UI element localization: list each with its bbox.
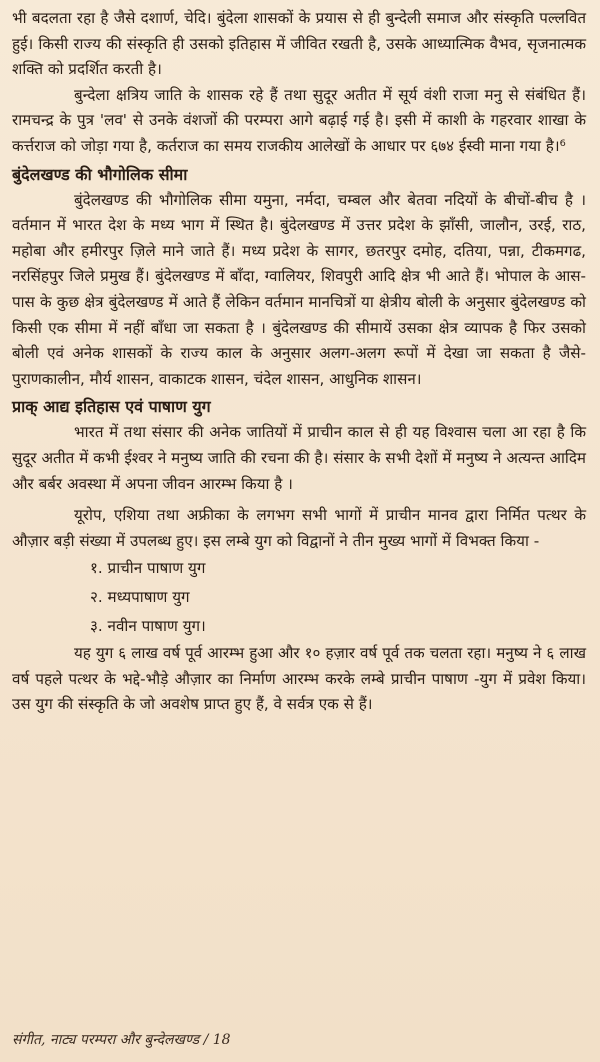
list-item: २. मध्यपाषाण युग bbox=[90, 588, 190, 607]
paragraph-stone-tools: यूरोप, एशिया तथा अफ्रीका के लगभग सभी भागों में प्राचीन मानव द्वारा निर्मित पत्थर के औज़ार बड़ी संख्या में उपलब्ध हुए। इस लम्बे युग को विद्वानों ने तीन मुख्य भागों में विभक्त किया - bbox=[12, 506, 586, 550]
paragraph-paleolithic-age: यह युग ६ लाख वर्ष पूर्व आरम्भ हुआ और १० हज़ार वर्ष पूर्व तक चलता रहा। मनुष्य ने ६ लाख वर्ष पहले पत्थर के भद्दे-भौड़े औज़ार का निर्माण आरम्भ करके लम्बे प्राचीन पाषाण -युग में प्रवेश किया। उस युग की संस्कृति के जो अवशेष प्राप्त हुए हैं, वे सर्वत्र एक से हैं। bbox=[12, 644, 586, 714]
paragraph-culture: भी बदलता रहा है जैसे दशार्ण, चेदि। बुंदेला शासकों के प्रयास से ही बुन्देली समाज और संस्कृति पल्लवित हुई। किसी राज्य की संस्कृति ही उसको इतिहास में जीवित रखती है, उसके आध्यात्मिक वैभव, सृजनात्मक शक्ति को प्रदर्शित करती है। bbox=[12, 9, 586, 79]
heading-prehistory-stone-age: प्राक् आद्य इतिहास एवं पाषाण युग bbox=[12, 397, 211, 417]
paragraph-geographic-boundary: बुंदेलखण्ड की भौगोलिक सीमा यमुना, नर्मदा, चम्बल और बेतवा नदियों के बीचों-बीच है । वर्तमान में भारत देश के मध्य भाग में स्थित है। बुंदेलखण्ड में उत्तर प्रदेश के झाँसी, जालौन, उरई, राठ, महोबा और हमीरपुर ज़िले माने जाते हैं। मध्य प्रदेश के सागर, छतरपुर दमोह, दतिया, पन्ना, टीकमगढ, नरसिंहपुर जिले प्रमुख हैं। बुंदेलखण्ड में बाँदा, ग्वालियर, शिवपुरी आदि क्षेत्र भी आते हैं। भोपाल के आस-पास के कुछ क्षेत्र बुंदेलखण्ड में आते हैं लेकिन वर्तमान मानचित्रों या क्षेत्रीय बोली के अनुसार बुंदेलखण्ड को किसी एक सीमा में नहीं बाँधा जा सकता है । बुंदेलखण्ड की सीमायें उसका क्षेत्र व्यापक है फिर उसको बोली एवं अनेक शासकों के राज्य काल के अनुसार अलग-अलग रूपों में देखा जा सकता है जैसे- पुराणकालीन, मौर्य शासन, वाकाटक शासन, चंदेल शासन, आधुनिक शासन। bbox=[12, 190, 586, 388]
paragraph-origin-belief: भारत में तथा संसार की अनेक जातियों में प्राचीन काल से ही यह विश्वास चला आ रहा है कि सुदूर अतीत में कभी ईश्वर ने मनुष्य जाति की रचना की है। संसार के सभी देशों में मनुष्य ने अत्यन्त आदिम और बर्बर अवस्था में अपना जीवन आरम्भ किया है । bbox=[12, 423, 586, 493]
list-item: ३. नवीन पाषाण युग। bbox=[90, 617, 206, 636]
page-footer: संगीत, नाट्य परम्परा और बुन्देलखण्ड / 18 bbox=[12, 1032, 231, 1048]
stone-age-list bbox=[12, 554, 586, 641]
paragraph-bundela-lineage: बुन्देला क्षत्रिय जाति के शासक रहे हैं तथा सुदूर अतीत में सूर्य वंशी राजा मनु से संबंधित हैं। रामचन्द्र के पुत्र 'लव' से उनके वंशजों की परम्परा आगे बढ़ाई गई है। इसी में काशी के गहरवार शाखा के कर्त्तराज को जोड़ा गया है, कर्तराज का समय राजकीय आलेखों के आधार पर ६७४ ईस्वी माना गया है।⁶ bbox=[12, 85, 586, 155]
list-item: १. प्राचीन पाषाण युग bbox=[90, 559, 206, 578]
heading-geographic-boundary: बुंदेलखण्ड की भौगोलिक सीमा bbox=[12, 164, 188, 184]
